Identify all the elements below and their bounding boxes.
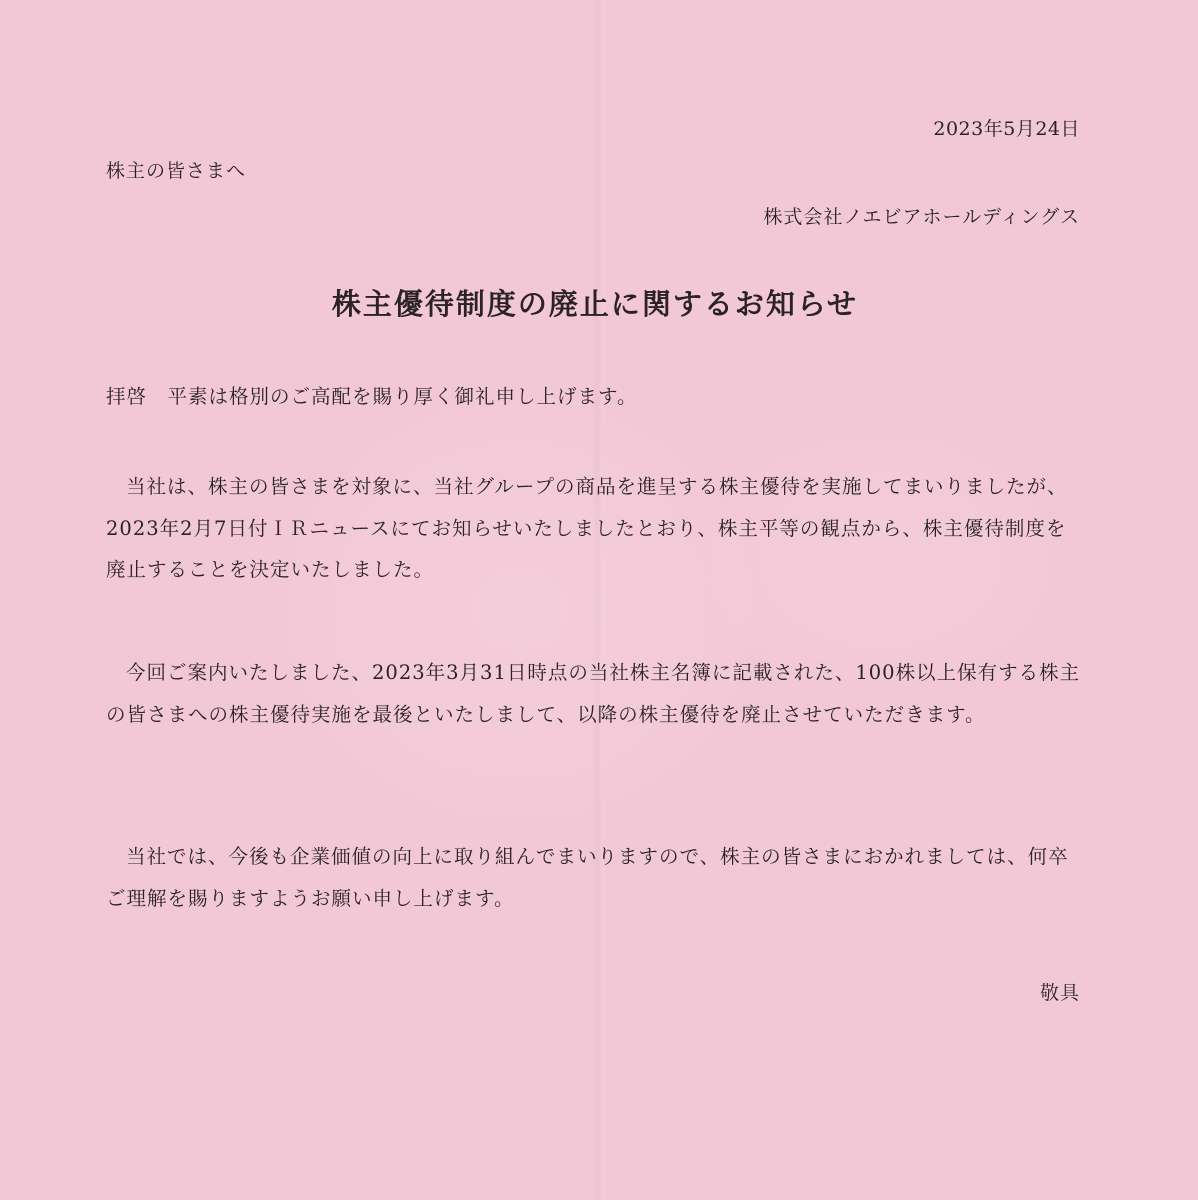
- greeting-line: 拝啓 平素は格別のご高配を賜り厚く御礼申し上げます。: [106, 385, 638, 408]
- paragraph-1: 当社は、株主の皆さまを対象に、当社グループの商品を進呈する株主優待を実施してまいりましたが、2023年2月7日付ＩＲニュースにてお知らせいたしましたとおり、株主平等の観点から、株主優待制度を廃止することを決定いたしました。: [106, 475, 1068, 581]
- paragraph-3: 当社では、今後も企業価値の向上に取り組んでまいりますので、株主の皆さまにおかれましては、何卒ご理解を賜りますようお願い申し上げます。: [106, 845, 1069, 910]
- recipient-line: 株主の皆さまへ: [106, 160, 247, 182]
- letter-date: 2023年5月24日: [933, 118, 1080, 140]
- notice-title: 株主優待制度の廃止に関するお知らせ: [331, 287, 859, 321]
- closing-word: 敬具: [1039, 982, 1080, 1004]
- paragraph-2: 今回ご案内いたしました、2023年3月31日時点の当社株主名簿に記載された、100株以上保有する株主の皆さまへの株主優待実施を最後といたしまして、以降の株主優待を廃止させていただきます。: [106, 661, 1081, 726]
- company-name: 株式会社ノエビアホールディングス: [763, 206, 1080, 228]
